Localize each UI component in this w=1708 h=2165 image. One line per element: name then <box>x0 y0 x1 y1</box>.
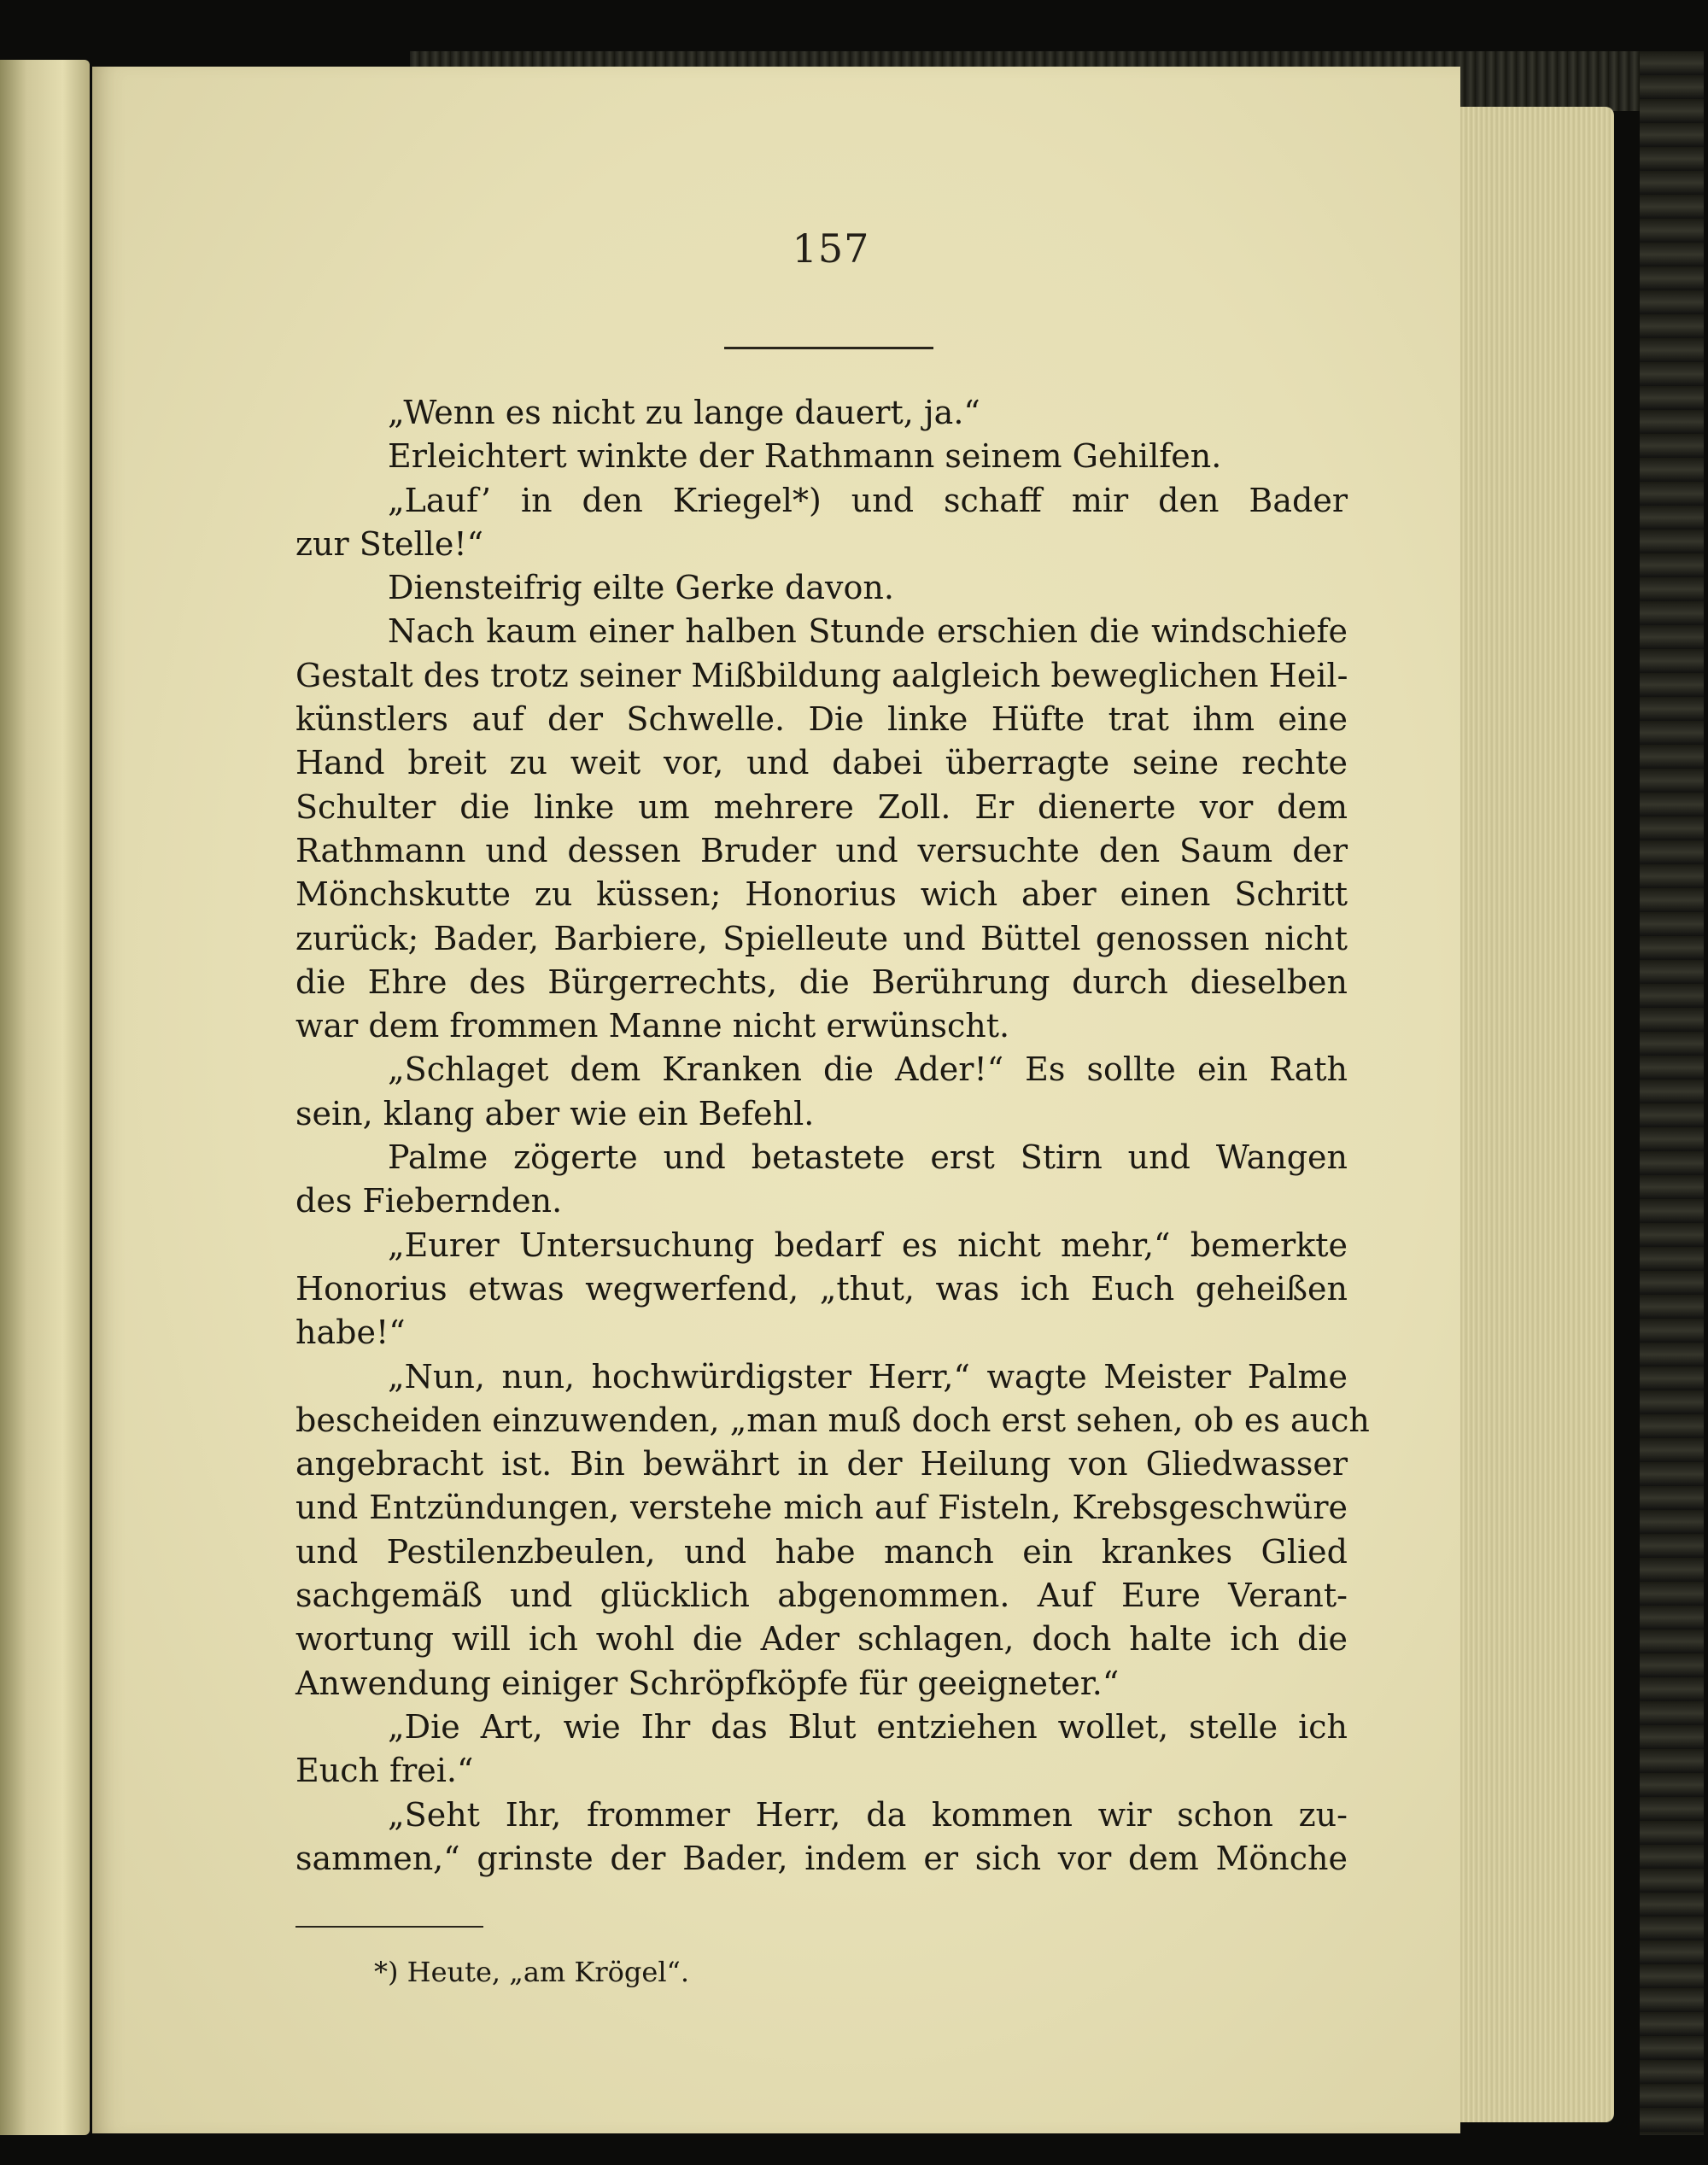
text-line: war dem frommen Manne nicht erwünscht. <box>295 1007 1010 1045</box>
text-line: „Wenn es nicht zu lange dauert, ja.“ <box>388 394 980 431</box>
text-line: sammen,“ grinste der Bader, indem er sich vor dem Mönche <box>295 1839 1348 1877</box>
text-line: wortung will ich wohl die Ader schlagen, doch halte ich die <box>295 1620 1348 1659</box>
text-line: „Seht Ihr, frommer Herr, da kommen wir schon zu- <box>388 1795 1348 1834</box>
footnote-rule <box>295 1926 483 1928</box>
text-line: sachgemäß und glücklich abgenommen. Auf Eure Verant- <box>295 1577 1348 1615</box>
text-line: „Lauf’ in den Kriegel*) und schaff mir den Bader <box>388 481 1348 519</box>
book-page <box>92 67 1460 2133</box>
text-line: Palme zögerte und betastete erst Stirn und Wangen <box>388 1138 1348 1177</box>
footnote: *) Heute, „am Krögel“. <box>374 1956 690 1988</box>
text-line: zur Stelle!“ <box>295 524 484 563</box>
text-line: Schulter die linke um mehrere Zoll. Er dienerte vor dem <box>295 787 1348 826</box>
text-line: des Fiebernden. <box>295 1182 563 1220</box>
text-line: Nach kaum einer halben Stunde erschien die windschiefe <box>388 612 1348 651</box>
text-line: Honorius etwas wegwerfend, „thut, was ich Euch geheißen <box>295 1269 1348 1308</box>
left-page-edge <box>0 60 90 2135</box>
body-text <box>295 391 1370 1881</box>
text-line: angebracht ist. Bin bewährt in der Heilung von Gliedwasser <box>295 1445 1348 1483</box>
page-number: 157 <box>792 225 870 272</box>
text-line: Mönchskutte zu küssen; Honorius wich aber einen Schritt <box>295 875 1348 914</box>
text-line: Diensteifrig eilte Gerke davon. <box>388 569 894 607</box>
text-line: „Nun, nun, hochwürdigster Herr,“ wagte Meister Palme <box>388 1357 1348 1396</box>
text-line: künstlers auf der Schwelle. Die linke Hüfte trat ihm eine <box>295 700 1348 739</box>
text-line: sein, klang aber wie ein Befehl. <box>295 1094 815 1132</box>
text-line: „Die Art, wie Ihr das Blut entziehen wollet, stelle ich <box>388 1707 1348 1746</box>
text-line: und Pestilenzbeulen, und habe manch ein krankes Glied <box>295 1532 1348 1571</box>
text-line: Hand breit zu weit vor, und dabei überragte seine rechte <box>295 744 1348 782</box>
text-line: „Schlaget dem Kranken die Ader!“ Es sollte ein Rath <box>388 1050 1348 1089</box>
text-line: Euch frei.“ <box>295 1752 474 1790</box>
text-line: Gestalt des trotz seiner Mißbildung aalgleich beweglichen Heil- <box>295 656 1348 694</box>
text-line: und Entzündungen, verstehe mich auf Fisteln, Krebsgeschwüre <box>295 1489 1348 1527</box>
header-rule <box>724 347 933 349</box>
text-line: bescheiden einzuwenden, „man muß doch erst sehen, ob es auch <box>295 1401 1370 1439</box>
text-line: Anwendung einiger Schröpfköpfe für geeigneter.“ <box>295 1664 1120 1702</box>
text-line: Erleichtert winkte der Rathmann seinem Gehilfen. <box>388 437 1222 476</box>
text-line: Rathmann und dessen Bruder und versuchte den Saum der <box>295 831 1348 869</box>
text-line: habe!“ <box>295 1314 406 1352</box>
page-stack-edges <box>1443 107 1614 2122</box>
text-line: zurück; Bader, Barbiere, Spielleute und Büttel genossen nicht <box>295 919 1348 957</box>
text-line: „Eurer Untersuchung bedarf es nicht mehr,“ bemerkte <box>388 1226 1348 1264</box>
text-line: die Ehre des Bürgerrechts, die Berührung durch dieselben <box>295 963 1348 1001</box>
book-binding-right <box>1640 51 1704 2135</box>
